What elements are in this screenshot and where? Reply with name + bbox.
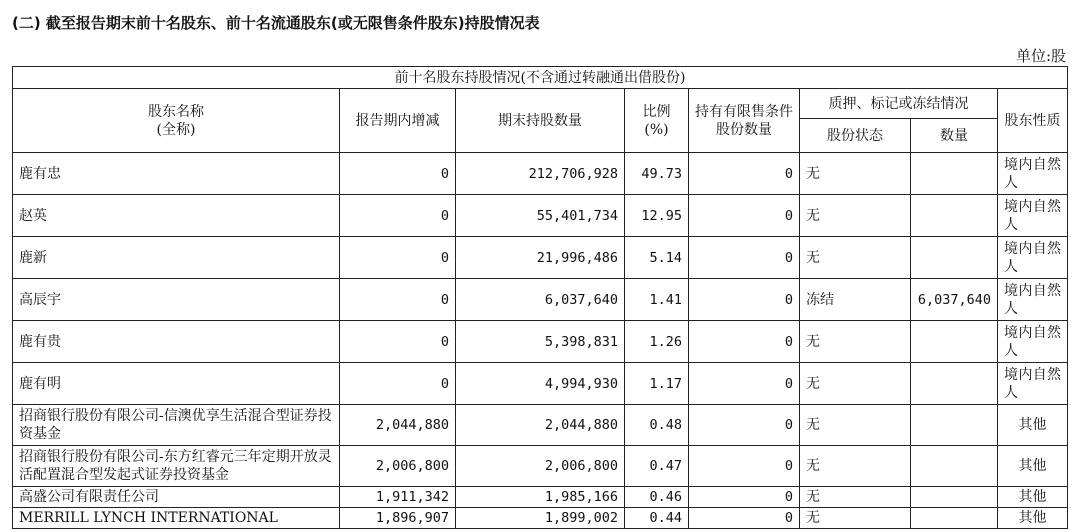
pledge-qty: 6,037,640	[911, 279, 998, 321]
shareholder-nature: 境内自然人	[998, 321, 1068, 363]
shares-value: 6,037,640	[456, 279, 625, 321]
pledge-qty	[911, 321, 998, 363]
restricted-value: 0	[689, 446, 800, 487]
pledge-qty	[911, 237, 998, 279]
table-row	[13, 153, 1068, 195]
ratio-value: 1.26	[625, 321, 689, 363]
header-pledge-status: 股份状态	[800, 119, 911, 153]
shares-value: 1,985,166	[456, 487, 625, 508]
restricted-value: 0	[689, 153, 800, 195]
restricted-value: 0	[689, 405, 800, 446]
shares-value: 2,044,880	[456, 405, 625, 446]
shareholder-name: 招商银行股份有限公司-信澳优享生活混合型证券投资基金	[13, 405, 340, 446]
pledge-status: 无	[800, 405, 911, 446]
shareholder-name: 高辰宇	[13, 279, 340, 321]
shares-value: 4,994,930	[456, 363, 625, 405]
shares-value: 5,398,831	[456, 321, 625, 363]
table-row	[13, 195, 1068, 237]
unit-label: 单位:股	[1015, 47, 1066, 65]
section-header: 前十名股东持股情况(不含通过转融通出借股份)	[13, 67, 1068, 89]
shareholder-nature: 境内自然人	[998, 363, 1068, 405]
pledge-qty	[911, 446, 998, 487]
shares-value: 2,006,800	[456, 446, 625, 487]
table-row	[13, 237, 1068, 279]
table-row	[13, 279, 1068, 321]
shareholder-nature: 境内自然人	[998, 237, 1068, 279]
restricted-value: 0	[689, 195, 800, 237]
change-value: 0	[340, 363, 456, 405]
change-value: 2,006,800	[340, 446, 456, 487]
change-value: 0	[340, 279, 456, 321]
restricted-value: 0	[689, 508, 800, 529]
pledge-status: 无	[800, 487, 911, 508]
header-pledge-qty: 数量	[911, 119, 998, 153]
shares-value: 1,899,002	[456, 508, 625, 529]
restricted-value: 0	[689, 363, 800, 405]
change-value: 0	[340, 153, 456, 195]
ratio-value: 0.48	[625, 405, 689, 446]
change-value: 2,044,880	[340, 405, 456, 446]
pledge-qty	[911, 487, 998, 508]
shareholder-nature: 境内自然人	[998, 195, 1068, 237]
table-row	[13, 405, 1068, 446]
table-row	[13, 446, 1068, 487]
shareholder-nature: 境内自然人	[998, 153, 1068, 195]
shareholder-name: 鹿有忠	[13, 153, 340, 195]
section-header-row	[13, 67, 1068, 89]
pledge-qty	[911, 405, 998, 446]
shareholder-nature: 其他	[998, 487, 1068, 508]
pledge-status: 无	[800, 446, 911, 487]
restricted-value: 0	[689, 487, 800, 508]
restricted-value: 0	[689, 237, 800, 279]
change-value: 1,911,342	[340, 487, 456, 508]
shareholder-nature: 其他	[998, 405, 1068, 446]
header-row-1	[13, 89, 1068, 119]
pledge-status: 无	[800, 153, 911, 195]
shareholder-name: 鹿新	[13, 237, 340, 279]
shareholder-name: 赵英	[13, 195, 340, 237]
header-ratio: 比例 (%)	[625, 89, 689, 153]
change-value: 0	[340, 321, 456, 363]
pledge-qty	[911, 363, 998, 405]
shares-value: 212,706,928	[456, 153, 625, 195]
pledge-status: 无	[800, 508, 911, 529]
shareholder-name: MERRILL LYNCH INTERNATIONAL	[13, 508, 340, 529]
pledge-status: 无	[800, 321, 911, 363]
change-value: 0	[340, 237, 456, 279]
shareholders-table	[12, 66, 1068, 529]
shares-value: 21,996,486	[456, 237, 625, 279]
shareholder-name: 高盛公司有限责任公司	[13, 487, 340, 508]
table-row	[13, 363, 1068, 405]
shareholder-nature: 其他	[998, 508, 1068, 529]
page-title: (二) 截至报告期末前十名股东、前十名流通股东(或无限售条件股东)持股情况表	[12, 14, 540, 32]
pledge-status: 无	[800, 237, 911, 279]
pledge-status: 冻结	[800, 279, 911, 321]
pledge-qty	[911, 508, 998, 529]
shareholder-nature: 其他	[998, 446, 1068, 487]
pledge-qty	[911, 153, 998, 195]
ratio-value: 1.17	[625, 363, 689, 405]
ratio-value: 12.95	[625, 195, 689, 237]
shareholder-nature: 境内自然人	[998, 279, 1068, 321]
ratio-value: 1.41	[625, 279, 689, 321]
ratio-value: 49.73	[625, 153, 689, 195]
ratio-value: 0.47	[625, 446, 689, 487]
change-value: 0	[340, 195, 456, 237]
ratio-value: 0.46	[625, 487, 689, 508]
header-restricted: 持有有限售条件股份数量	[689, 89, 800, 153]
shareholder-name: 招商银行股份有限公司-东方红睿元三年定期开放灵活配置混合型发起式证券投资基金	[13, 446, 340, 487]
table-row	[13, 487, 1068, 508]
shareholder-name: 鹿有贵	[13, 321, 340, 363]
restricted-value: 0	[689, 321, 800, 363]
change-value: 1,896,907	[340, 508, 456, 529]
pledge-status: 无	[800, 195, 911, 237]
restricted-value: 0	[689, 279, 800, 321]
shares-value: 55,401,734	[456, 195, 625, 237]
ratio-value: 0.44	[625, 508, 689, 529]
table-row	[13, 321, 1068, 363]
header-nature: 股东性质	[998, 89, 1068, 153]
header-change: 报告期内增减	[340, 89, 456, 153]
ratio-value: 5.14	[625, 237, 689, 279]
table-row	[13, 508, 1068, 529]
shareholder-name: 鹿有明	[13, 363, 340, 405]
pledge-qty	[911, 195, 998, 237]
pledge-status: 无	[800, 363, 911, 405]
header-shares: 期末持股数量	[456, 89, 625, 153]
header-name: 股东名称 (全称)	[13, 89, 340, 153]
header-pledge-group: 质押、标记或冻结情况	[800, 89, 998, 119]
